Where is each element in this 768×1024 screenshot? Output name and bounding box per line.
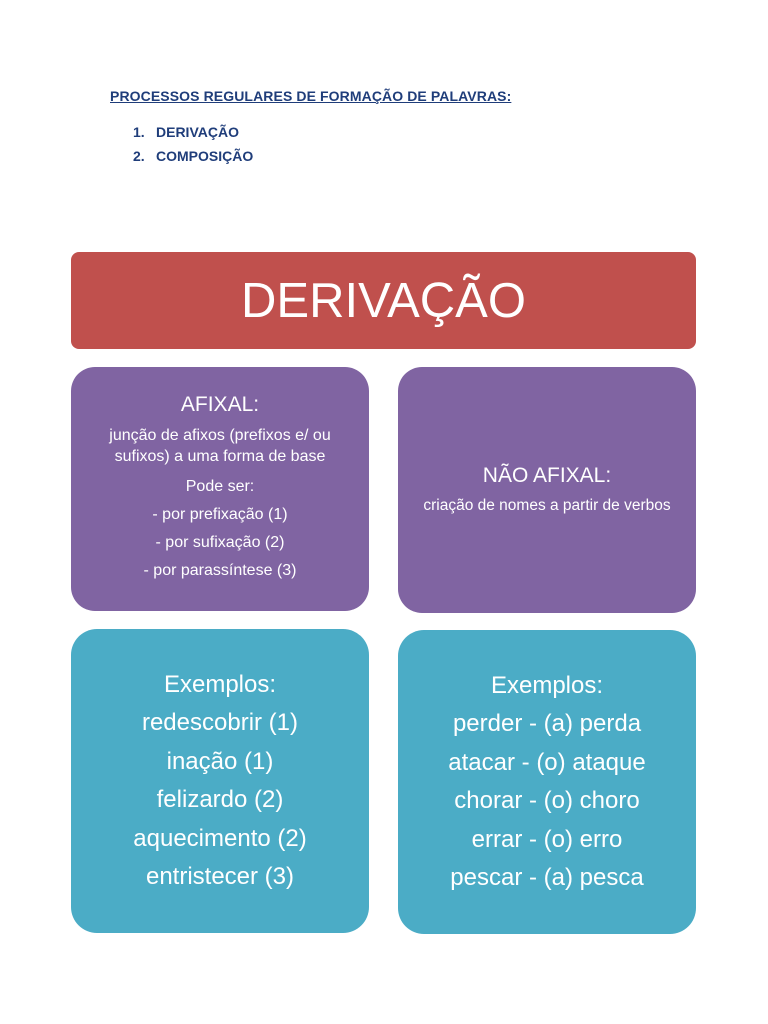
list-label: COMPOSIÇÃO xyxy=(156,148,254,164)
afixal-type: - por parassíntese (3) xyxy=(143,562,297,579)
example-item: felizardo (2) xyxy=(156,786,284,813)
example-item: inação (1) xyxy=(166,747,274,775)
nao-afixal-box xyxy=(398,367,696,613)
afixal-type: - por prefixação (1) xyxy=(152,506,288,523)
example-item: perder - (a) perda xyxy=(452,710,642,737)
afixal-description: junção de afixos (prefixos e/ ou sufixos) a uma forma de base xyxy=(109,427,331,465)
example-item: aquecimento (2) xyxy=(133,824,307,852)
example-item: pescar - (a) pesca xyxy=(450,864,644,891)
afixal-intro: Pode ser: xyxy=(185,478,255,495)
afixal-type: - por sufixação (2) xyxy=(155,534,285,551)
nao-afixal-description: criação de nomes a partir de verbos xyxy=(423,497,671,514)
example-item: entristecer (3) xyxy=(145,863,295,890)
list-label: DERIVAÇÃO xyxy=(156,124,239,140)
afixal-title: AFIXAL: xyxy=(180,393,260,416)
diagram-title: DERIVAÇÃO xyxy=(241,273,526,328)
process-list xyxy=(133,122,253,170)
list-number: 1. xyxy=(133,124,145,140)
section-heading: PROCESSOS REGULARES DE FORMAÇÃO DE PALAVRAS: xyxy=(110,88,512,104)
examples-title: Exemplos: xyxy=(163,670,277,698)
afixal-box xyxy=(71,367,369,611)
derivacao-title-box xyxy=(71,252,696,349)
afixal-examples-box xyxy=(71,629,369,933)
list-item xyxy=(133,122,253,146)
list-item xyxy=(133,146,253,170)
example-item: errar - (o) erro xyxy=(471,825,623,853)
example-item: atacar - (o) ataque xyxy=(448,748,646,776)
nao-afixal-title: NÃO AFIXAL: xyxy=(482,464,612,487)
list-number: 2. xyxy=(133,148,145,164)
nao-afixal-examples-box xyxy=(398,630,696,934)
examples-title: Exemplos: xyxy=(490,671,604,699)
example-item: chorar - (o) choro xyxy=(454,787,640,814)
example-item: redescobrir (1) xyxy=(141,709,299,736)
